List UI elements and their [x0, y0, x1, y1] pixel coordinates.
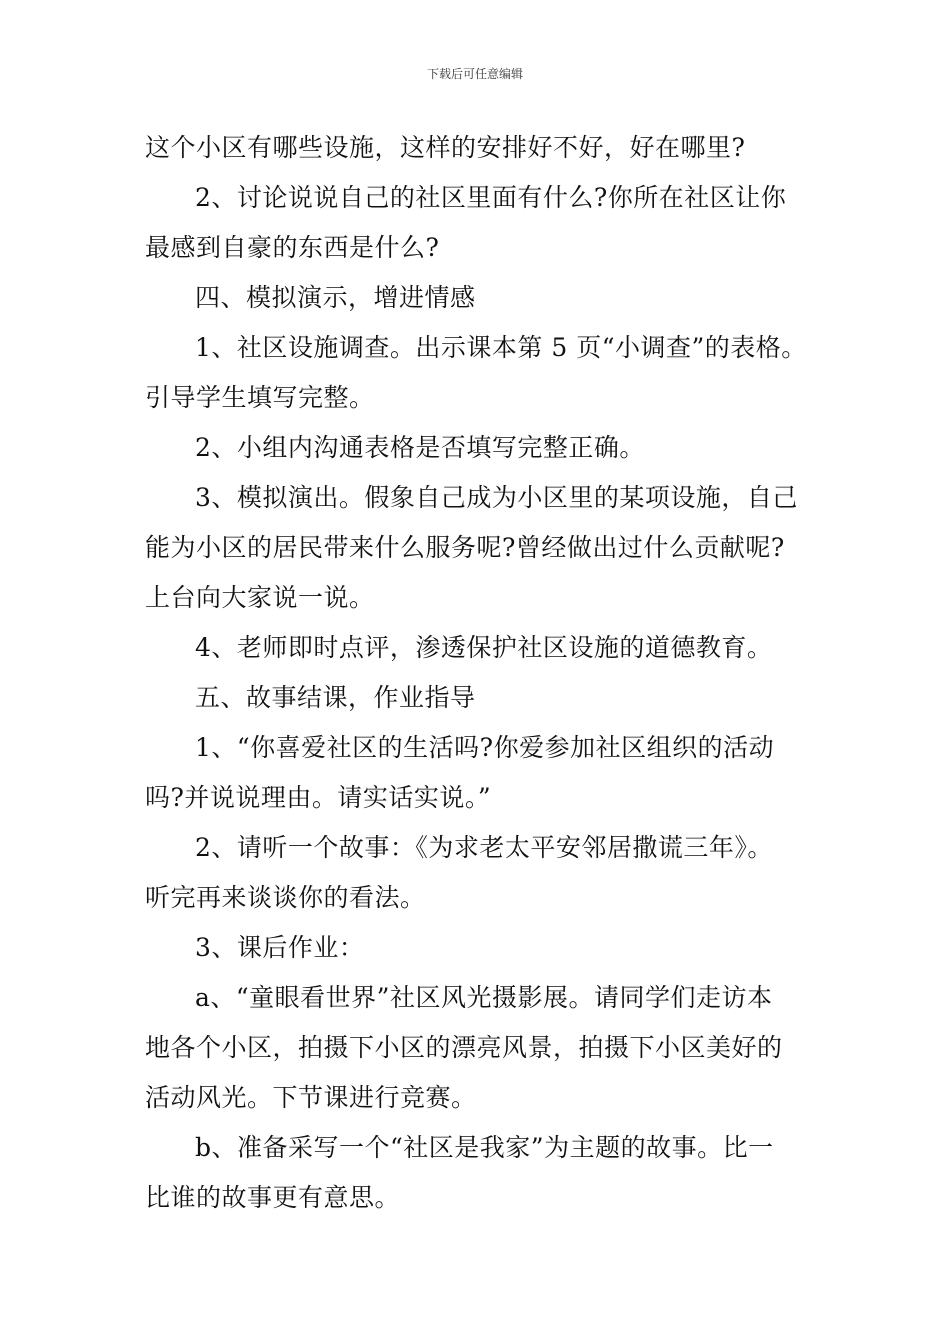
- body-line: 这个小区有哪些设施，这样的安排好不好，好在哪里?: [145, 133, 746, 162]
- body-line: a、“童眼看世界”社区风光摄影展。请同学们走访本: [195, 983, 773, 1012]
- body-line: 比谁的故事更有意思。: [145, 1183, 401, 1212]
- body-line: 1、“你喜爱社区的生活吗?你爱参加社区组织的活动: [195, 733, 775, 762]
- body-line: 吗?并说说理由。请实话实说。”: [145, 783, 492, 812]
- body-line: 4、老师即时点评，渗透保护社区设施的道德教育。: [195, 633, 773, 662]
- body-line: 2、讨论说说自己的社区里面有什么?你所在社区让你: [195, 183, 787, 212]
- section-heading: 五、故事结课，作业指导: [195, 683, 476, 712]
- page-header: 下载后可任意编辑: [426, 67, 523, 81]
- body-line: 2、小组内沟通表格是否填写完整正确。: [195, 433, 645, 462]
- body-line: 1、社区设施调查。出示课本第 5 页“小调查”的表格。: [195, 333, 807, 362]
- body-line: 能为小区的居民带来什么服务呢?曾经做出过什么贡献呢?: [145, 533, 785, 562]
- body-line: 活动风光。下节课进行竞赛。: [145, 1083, 477, 1112]
- body-line: 最感到自豪的东西是什么?: [145, 233, 440, 262]
- body-line: 上台向大家说一说。: [145, 583, 375, 612]
- body-line: 听完再来谈谈你的看法。: [145, 883, 426, 912]
- body-line: 3、课后作业：: [195, 933, 365, 962]
- body-line: 地各个小区，拍摄下小区的漂亮风景，拍摄下小区美好的: [145, 1033, 783, 1062]
- body-line: 引导学生填写完整。: [145, 383, 375, 412]
- body-line: b、准备采写一个“社区是我家”为主题的故事。比一: [195, 1133, 774, 1162]
- body-line: 3、模拟演出。假象自己成为小区里的某项设施，自己: [195, 483, 798, 512]
- section-heading: 四、模拟演示，增进情感: [195, 283, 476, 312]
- body-line: 2、请听一个故事：《为求老太平安邻居撒谎三年》。: [195, 833, 773, 862]
